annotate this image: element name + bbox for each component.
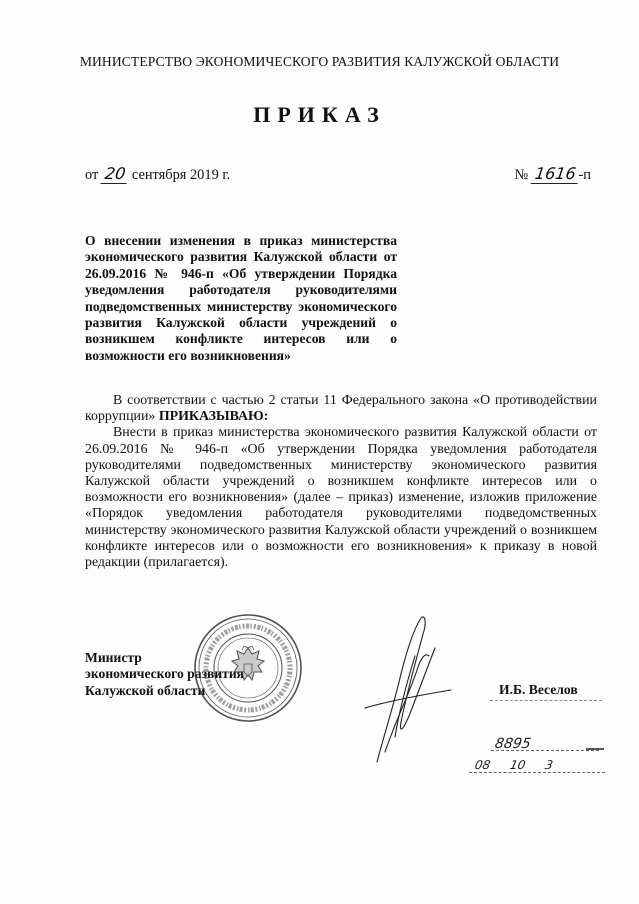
ministry-header: МИНИСТЕРСТВО ЭКОНОМИЧЕСКОГО РАЗВИТИЯ КАЛУЖСКОЙ ОБЛАСТИ [79,54,560,69]
registration-stamp [465,736,615,784]
preamble-text: В соответствии с частью 2 статьи 11 Федерального закона «О противодействии коррупции» [85,393,597,425]
registration-date: 08 10 3 [473,758,555,772]
preamble-paragraph [85,393,597,425]
order-body [85,393,597,571]
signer-name: И.Б. Веселов [499,682,578,697]
number-suffix: -п [578,167,591,183]
official-seal [192,612,304,724]
order-date [85,164,230,184]
date-day-handwritten: 20 [101,164,130,184]
main-paragraph: Внести в приказ министерства экономического развития Калужской области от 26.09.2016 № 946-п «Об утверждении Порядка уведомления работодателя руководителями подведомственных министерству экономического развития Калужской области учреждений о возникшем конфликте интересов или о возможности его возникновения» (далее – приказ) изменение, изложив приложение «Порядок уведомления работодателя руководителями подведомственных министерству экономического развития Калужской области учреждений о возникшем конфликте интересов или о возможности его возникновения» к приказу в новой редакции (прилагается). [85,425,597,571]
number-prefix: № [514,167,529,183]
handwritten-signature [355,612,475,772]
number-handwritten: 1616 [530,164,580,184]
signer-title-line3: Калужской области [85,682,206,698]
registration-line-2 [469,772,605,773]
order-number [514,164,591,184]
date-prefix: от [85,167,99,183]
signer-title-line2: экономического развития [85,666,245,682]
date-rest: сентября 2019 г. [131,167,231,183]
preamble-command: ПРИКАЗЫВАЮ: [158,409,269,425]
order-subject: О внесении изменения в приказ министерства экономического развития Калужской области от 26.09.2016 № 946-п «Об утверждении Порядка уведомления работодателя руководителями подведомственных министерству экономического развития Калужской области учреждений о возникшем конфликте интересов или о возможности его возникновения» [85,233,397,363]
signature-divider [490,700,602,701]
document-title: ПРИКАЗ [253,102,386,127]
signer-title-line1: Министр [85,650,142,665]
scan-mark [586,748,604,750]
registration-number: 8895 [493,736,533,752]
